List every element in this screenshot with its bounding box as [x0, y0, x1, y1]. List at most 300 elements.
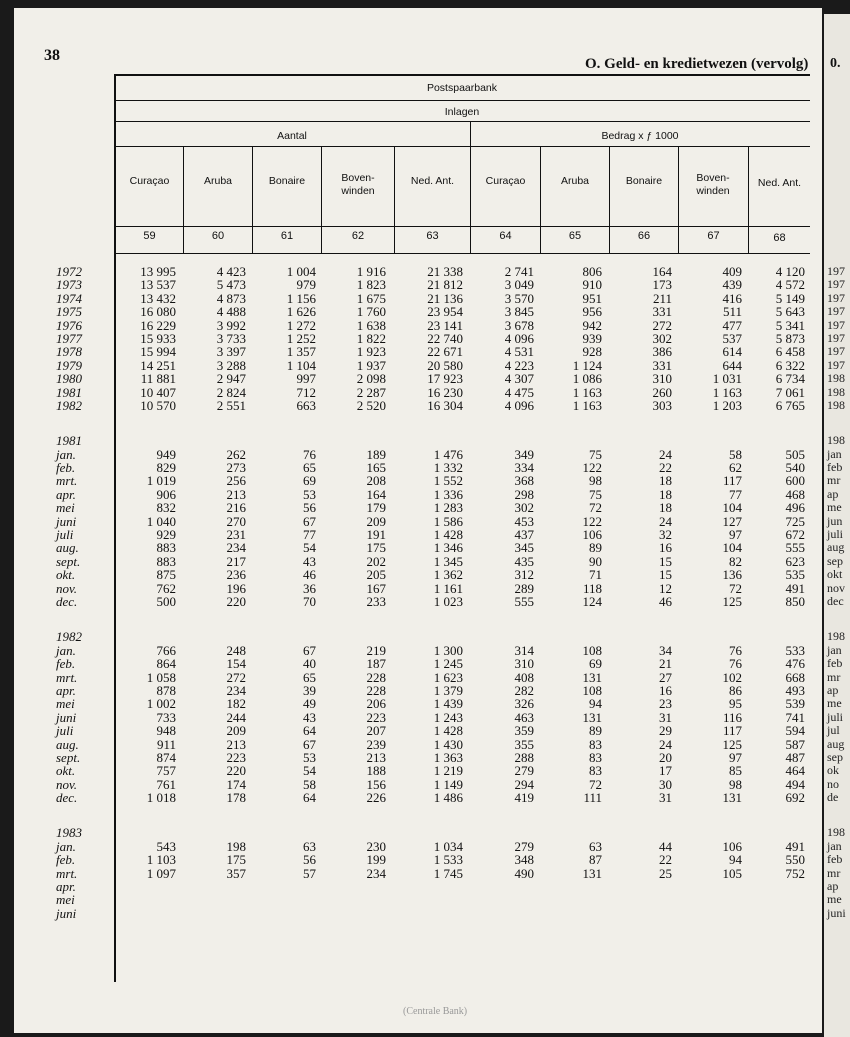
- section-gap: [56, 608, 82, 630]
- table-cell: 90: [589, 553, 602, 569]
- section-gap: [395, 608, 463, 630]
- table-cell: 64: [303, 790, 316, 806]
- table-cell: 997: [296, 371, 316, 387]
- table-cell: 1 272: [286, 317, 316, 333]
- table-cell: 4 307: [504, 371, 534, 387]
- table-cell: 77: [303, 527, 316, 543]
- table-cell: 11 881: [140, 371, 176, 387]
- table-cell: 663: [296, 397, 316, 413]
- table-cell: 36: [303, 580, 316, 596]
- table-cell: 600: [785, 473, 805, 489]
- table-cell: 1 034: [433, 838, 463, 854]
- table-cell: 505: [785, 446, 805, 462]
- table-cell: [676, 893, 742, 906]
- table-cell: 216: [226, 500, 246, 516]
- table-cell: 490: [514, 865, 534, 881]
- col-label-nedant-bedrag: Ned. Ant.: [757, 177, 802, 189]
- table-cell: 213: [366, 749, 386, 765]
- table-cell: 89: [589, 723, 602, 739]
- row-label: juli: [56, 723, 74, 739]
- table-cell: [395, 880, 463, 893]
- table-cell: 57: [303, 865, 316, 881]
- table-cell: [320, 907, 386, 920]
- table-cell: [606, 880, 672, 893]
- table-cell: 67: [303, 642, 316, 658]
- table-cell: 4 423: [216, 264, 246, 279]
- row-label: juni: [56, 513, 77, 529]
- table-cell: 493: [785, 682, 805, 698]
- section-gap: [320, 412, 386, 434]
- rule-aantal: [114, 146, 810, 147]
- next-page-row-label: me: [827, 696, 842, 711]
- table-cell: 228: [366, 682, 386, 698]
- aantal-header: Aantal: [277, 130, 307, 142]
- table-cell: 39: [303, 682, 316, 698]
- section-gap: [606, 804, 672, 826]
- row-label: mrt.: [56, 865, 78, 881]
- col-label-curacao-bedrag: Curaçao: [485, 175, 526, 187]
- table-cell: 85: [729, 763, 742, 779]
- table-cell: 806: [582, 264, 602, 279]
- next-page-row-label: jan: [827, 446, 842, 461]
- section-gap: [110, 804, 176, 826]
- rule-inlagen: [114, 121, 810, 122]
- table-cell: 1 219: [433, 763, 463, 779]
- table-cell: 1 623: [433, 669, 463, 685]
- table-cell: 53: [303, 749, 316, 765]
- row-label: 1981: [56, 384, 82, 400]
- table-cell: 1 916: [356, 264, 386, 279]
- next-page-label: 0.: [830, 56, 841, 71]
- col-label-bonaire-aantal: Bonaire: [268, 175, 306, 187]
- table-cell: [110, 880, 176, 893]
- table-cell: 231: [226, 527, 246, 543]
- table-cell: 56: [303, 852, 316, 868]
- table-cell: 220: [226, 593, 246, 609]
- table-cell: [536, 907, 602, 920]
- row-label: 1982: [56, 629, 82, 645]
- section-gap: [745, 804, 805, 826]
- next-page-row-label: mr: [827, 473, 841, 488]
- row-label: mrt.: [56, 473, 78, 489]
- table-cell: 76: [729, 656, 742, 672]
- table-cell: [676, 907, 742, 920]
- next-page-row-label: feb: [827, 852, 843, 867]
- table-cell: 314: [514, 642, 534, 658]
- table-cell: 16 229: [140, 317, 176, 333]
- table-cell: [745, 434, 805, 447]
- next-page-row-label: 197: [827, 277, 845, 292]
- table-cell: 408: [514, 669, 534, 685]
- table-cell: [466, 880, 534, 893]
- table-cell: 1 533: [433, 852, 463, 868]
- next-page-row-label: 197: [827, 264, 845, 278]
- next-page-row-label: 197: [827, 330, 845, 345]
- section-gap: [827, 608, 846, 630]
- row-label-column: [56, 265, 82, 920]
- table-cell: [250, 630, 316, 643]
- table-cell: 979: [296, 277, 316, 293]
- row-label: mei: [56, 696, 75, 712]
- row-label: 1983: [56, 825, 82, 841]
- table-cell: 2 741: [504, 264, 534, 279]
- table-cell: 1 363: [433, 749, 463, 765]
- table-cell: 1 379: [433, 682, 463, 698]
- table-cell: 27: [659, 669, 672, 685]
- table-cell: 3 845: [504, 304, 534, 320]
- col-number-66: 66: [637, 230, 651, 242]
- next-page-row-label: jul: [827, 723, 840, 738]
- table-cell: 1 002: [146, 696, 176, 712]
- section-gap: [180, 804, 246, 826]
- table-cell: 234: [226, 540, 246, 556]
- col-number-63: 63: [426, 230, 439, 242]
- table-cell: 1 086: [572, 371, 602, 387]
- table-cell: 44: [659, 838, 672, 854]
- table-cell: 1 638: [356, 317, 386, 333]
- table-cell: 614: [722, 344, 742, 360]
- table-cell: 272: [226, 669, 246, 685]
- table-cell: 437: [514, 527, 534, 543]
- row-label: juni: [56, 905, 77, 921]
- table-cell: 124: [582, 593, 602, 609]
- table-cell: 21 338: [427, 264, 463, 279]
- table-cell: 644: [722, 357, 742, 373]
- table-cell: [606, 434, 672, 447]
- row-label: okt.: [56, 567, 76, 583]
- table-cell: [536, 893, 602, 906]
- table-cell: 468: [785, 486, 805, 502]
- table-cell: 355: [514, 736, 534, 752]
- section-gap: [606, 412, 672, 434]
- table-cell: 289: [514, 580, 534, 596]
- table-cell: 75: [589, 486, 602, 502]
- table-cell: [110, 907, 176, 920]
- table-cell: 13 432: [140, 290, 176, 306]
- table-cell: 75: [589, 446, 602, 462]
- table-cell: 199: [366, 852, 386, 868]
- row-label: feb.: [56, 460, 76, 476]
- table-cell: [395, 630, 463, 643]
- table-cell: 32: [659, 527, 672, 543]
- table-cell: 832: [156, 500, 176, 516]
- table-cell: 511: [722, 304, 742, 320]
- table-cell: 62: [729, 460, 742, 476]
- row-label: apr.: [56, 486, 76, 502]
- table-cell: 3 678: [504, 317, 534, 333]
- next-page-row-label: 197: [827, 357, 845, 372]
- row-label: juli: [56, 527, 74, 543]
- row-label: sept.: [56, 749, 81, 765]
- section-gap: [110, 412, 176, 434]
- next-page-row-label: 198: [827, 384, 845, 399]
- table-cell: 125: [722, 593, 742, 609]
- table-cell: 122: [582, 460, 602, 476]
- table-cell: 3 570: [504, 290, 534, 306]
- table-cell: 1 097: [146, 865, 176, 881]
- table-cell: 220: [226, 763, 246, 779]
- table-cell: 1 149: [433, 776, 463, 792]
- row-label: okt.: [56, 763, 76, 779]
- next-page-edge: [824, 14, 850, 1037]
- table-cell: 3 733: [216, 330, 246, 346]
- table-cell: 29: [659, 723, 672, 739]
- table-cell: 67: [303, 736, 316, 752]
- row-label: juni: [56, 709, 77, 725]
- table-cell: 70: [303, 593, 316, 609]
- next-page-row-label: jan: [827, 838, 842, 853]
- table-cell: 535: [785, 567, 805, 583]
- table-cell: 310: [652, 371, 672, 387]
- table-cell: 67: [303, 513, 316, 529]
- table-cell: 766: [156, 642, 176, 658]
- table-cell: 929: [156, 527, 176, 543]
- table-cell: 125: [722, 736, 742, 752]
- col-number-64: 64: [499, 230, 512, 242]
- table-cell: 883: [156, 540, 176, 556]
- table-cell: 58: [303, 776, 316, 792]
- table-cell: [606, 630, 672, 643]
- row-label: 1975: [56, 304, 82, 320]
- table-cell: 105: [722, 865, 742, 881]
- next-page-row-label: ap: [827, 879, 839, 894]
- table-cell: 294: [514, 776, 534, 792]
- table-cell: [180, 907, 246, 920]
- table-cell: 623: [785, 553, 805, 569]
- table-cell: 1 822: [356, 330, 386, 346]
- section-gap: [180, 412, 246, 434]
- table-cell: 15 933: [140, 330, 176, 346]
- col-label-aruba-bedrag: Aruba: [560, 175, 590, 187]
- table-cell: 18: [659, 500, 672, 516]
- table-cell: 672: [785, 527, 805, 543]
- table-cell: 956: [582, 304, 602, 320]
- table-cell: 127: [722, 513, 742, 529]
- table-cell: [250, 826, 316, 839]
- table-cell: 3 288: [216, 357, 246, 373]
- table-cell: 12: [659, 580, 672, 596]
- table-cell: 911: [156, 736, 176, 752]
- table-cell: 500: [156, 593, 176, 609]
- table-cell: 16: [659, 540, 672, 556]
- table-cell: 1 019: [146, 473, 176, 489]
- table-cell: 4 531: [504, 344, 534, 360]
- table-cell: 741: [785, 709, 805, 725]
- table-cell: 230: [366, 838, 386, 854]
- table-cell: 1 243: [433, 709, 463, 725]
- table-cell: [250, 907, 316, 920]
- next-page-row-label: dec: [827, 593, 844, 608]
- section-gap: [56, 412, 82, 434]
- table-cell: 5 149: [775, 290, 805, 306]
- next-page-row-label: me: [827, 892, 842, 907]
- table-cell: 72: [729, 580, 742, 596]
- next-page-row-label: aug: [827, 540, 845, 555]
- table-cell: 49: [303, 696, 316, 712]
- table-cell: 53: [303, 486, 316, 502]
- section-gap: [536, 412, 602, 434]
- section-gap: [676, 412, 742, 434]
- row-label: apr.: [56, 879, 76, 895]
- table-cell: 594: [785, 723, 805, 739]
- table-cell: 334: [514, 460, 534, 476]
- next-page-row-label: juni: [827, 905, 846, 920]
- table-cell: 1 823: [356, 277, 386, 293]
- col-label-bonaire-bedrag: Bonaire: [625, 175, 663, 187]
- table-cell: 272: [652, 317, 672, 333]
- table-cell: 494: [785, 776, 805, 792]
- table-cell: 202: [366, 553, 386, 569]
- row-label: nov.: [56, 580, 78, 596]
- table-cell: 476: [785, 656, 805, 672]
- table-cell: 4 572: [775, 277, 805, 293]
- next-page-row-label: mr: [827, 865, 841, 880]
- data-column-bovenwinden-bedrag: [676, 265, 742, 920]
- table-cell: 5 473: [216, 277, 246, 293]
- table-cell: [466, 630, 534, 643]
- section-gap: [536, 608, 602, 630]
- section-gap: [56, 804, 82, 826]
- col-label-bovenwinden-bedrag: Boven-winden: [696, 172, 730, 197]
- table-cell: 5 873: [775, 330, 805, 346]
- table-cell: 1 163: [712, 384, 742, 400]
- row-label: apr.: [56, 682, 76, 698]
- table-cell: 22 671: [427, 344, 463, 360]
- table-cell: 23: [659, 696, 672, 712]
- table-cell: 20: [659, 749, 672, 765]
- table-cell: 175: [226, 852, 246, 868]
- table-cell: [320, 893, 386, 906]
- section-gap: [250, 804, 316, 826]
- section-gap: [395, 804, 463, 826]
- next-page-row-label: ap: [827, 486, 839, 501]
- section-gap: [827, 412, 846, 434]
- rule-bank: [114, 100, 810, 101]
- next-page-row-label: me: [827, 500, 842, 515]
- table-cell: [180, 630, 246, 643]
- table-cell: 6 734: [775, 371, 805, 387]
- table-cell: [536, 880, 602, 893]
- col-label-nedant-aantal: Ned. Ant.: [410, 175, 455, 187]
- table-cell: [250, 880, 316, 893]
- table-cell: 205: [366, 567, 386, 583]
- table-cell: 65: [303, 669, 316, 685]
- table-cell: 189: [366, 446, 386, 462]
- table-cell: [180, 434, 246, 447]
- table-cell: 3 397: [216, 344, 246, 360]
- table-cell: 15 994: [140, 344, 176, 360]
- next-page-row-label: 198: [827, 825, 845, 840]
- next-page-row-label: 197: [827, 317, 845, 332]
- table-cell: 910: [582, 277, 602, 293]
- table-cell: 435: [514, 553, 534, 569]
- table-cell: [466, 434, 534, 447]
- table-cell: 118: [582, 580, 602, 596]
- row-label: sept.: [56, 553, 81, 569]
- next-page-row-label: juli: [827, 527, 844, 542]
- table-cell: 179: [366, 500, 386, 516]
- section-gap: [466, 804, 534, 826]
- table-cell: 40: [303, 656, 316, 672]
- table-cell: 234: [226, 682, 246, 698]
- table-cell: 106: [722, 838, 742, 854]
- table-cell: 22: [659, 852, 672, 868]
- table-cell: 14 251: [140, 357, 176, 373]
- table-cell: 3 992: [216, 317, 246, 333]
- next-page-row-label: ok: [827, 763, 839, 778]
- source-footer: (Centrale Bank): [403, 1006, 468, 1017]
- table-cell: 198: [226, 838, 246, 854]
- table-cell: 89: [589, 540, 602, 556]
- data-column-aruba-bedrag: [536, 265, 602, 920]
- next-page-row-labels: [827, 265, 846, 920]
- table-cell: 928: [582, 344, 602, 360]
- table-cell: 349: [514, 446, 534, 462]
- table-cell: 5 643: [775, 304, 805, 320]
- col-number-68: 68: [773, 232, 786, 244]
- table-cell: 17: [659, 763, 672, 779]
- table-cell: 98: [589, 473, 602, 489]
- table-cell: 1 004: [286, 264, 316, 279]
- table-cell: 6 322: [775, 357, 805, 373]
- section-gap: [466, 608, 534, 630]
- table-cell: 875: [156, 567, 176, 583]
- table-cell: 34: [659, 642, 672, 658]
- section-gap: [676, 804, 742, 826]
- table-cell: 111: [583, 790, 602, 806]
- table-cell: 1 245: [433, 656, 463, 672]
- table-cell: 16 080: [140, 304, 176, 320]
- col-number-60: 60: [211, 230, 225, 242]
- table-cell: 1 486: [433, 790, 463, 806]
- table-cell: 464: [785, 763, 805, 779]
- section-gap: [536, 804, 602, 826]
- table-cell: 87: [589, 852, 602, 868]
- table-cell: 83: [589, 749, 602, 765]
- table-cell: [180, 893, 246, 906]
- table-cell: 175: [366, 540, 386, 556]
- table-cell: 7 061: [775, 384, 805, 400]
- section-gap: [745, 412, 805, 434]
- table-cell: [395, 907, 463, 920]
- table-cell: 15: [659, 567, 672, 583]
- table-cell: 72: [589, 776, 602, 792]
- table-cell: [180, 826, 246, 839]
- table-cell: 64: [303, 723, 316, 739]
- table-cell: 555: [514, 593, 534, 609]
- section-gap: [676, 608, 742, 630]
- table-cell: 182: [226, 696, 246, 712]
- table-cell: [606, 907, 672, 920]
- row-label: 1981: [56, 433, 82, 449]
- table-cell: 282: [514, 682, 534, 698]
- table-cell: 539: [785, 696, 805, 712]
- table-cell: 83: [589, 736, 602, 752]
- table-cell: 463: [514, 709, 534, 725]
- table-cell: 65: [303, 460, 316, 476]
- table-cell: 1 156: [286, 290, 316, 306]
- next-page-row-label: aug: [827, 736, 845, 751]
- data-column-bonaire-aantal: [250, 265, 316, 920]
- table-cell: 248: [226, 642, 246, 658]
- table-cell: 63: [303, 838, 316, 854]
- table-cell: 23 141: [427, 317, 463, 333]
- table-cell: [466, 826, 534, 839]
- row-label: jan.: [56, 446, 76, 462]
- table-cell: 228: [366, 669, 386, 685]
- table-cell: 279: [514, 763, 534, 779]
- row-label: aug.: [56, 736, 79, 752]
